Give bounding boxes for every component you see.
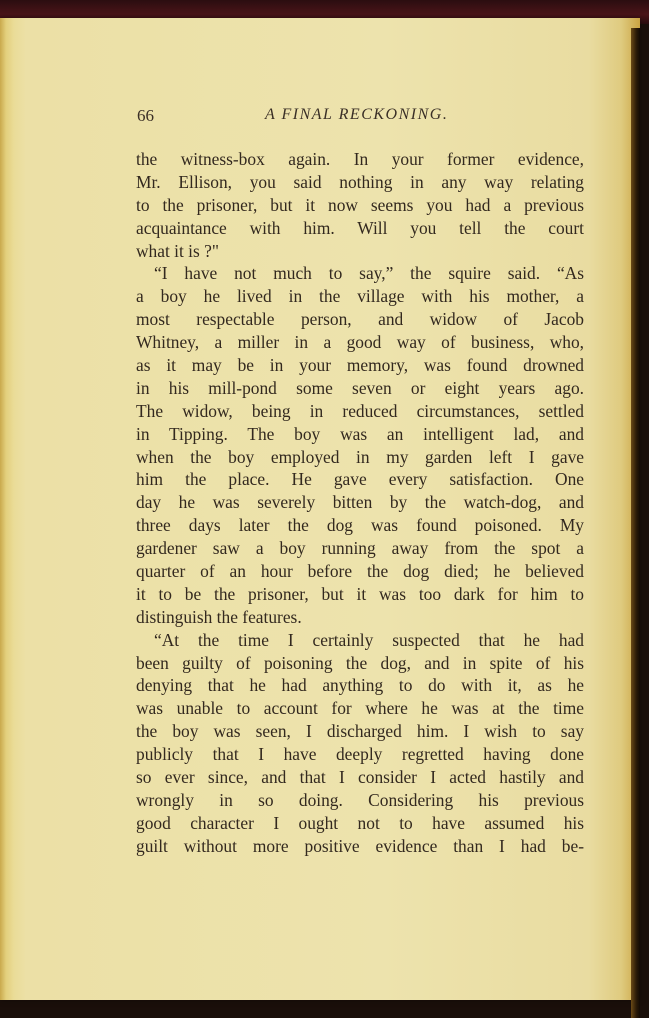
text-line: so ever since, and that I consider I acted hastily and <box>136 767 584 788</box>
text-line: gardener saw a boy running away from the spot a <box>136 538 584 559</box>
text-line: wrongly in so doing. Considering his previous <box>136 789 584 810</box>
text-line: a boy he lived in the village with his mother, a <box>136 286 584 307</box>
running-head <box>137 106 585 130</box>
text-line: as it may be in your memory, was found drowned <box>136 355 584 376</box>
text-line: the boy was seen, I discharged him. I wish to say <box>136 721 584 742</box>
text-line: day he was severely bitten by the watch-dog, and <box>136 492 584 513</box>
text-line: the witness-box again. In your former evidence, <box>136 149 584 169</box>
page-gutter-shadow <box>631 28 640 1018</box>
body-text <box>136 148 584 858</box>
text-line: it to be the prisoner, but it was too dark for him to <box>136 583 584 604</box>
text-line: been guilty of poisoning the dog, and in spite of his <box>136 652 584 673</box>
text-line: to the prisoner, but it now seems you had a previous <box>136 194 584 215</box>
text-line: quarter of an hour before the dog died; he believed <box>136 561 584 582</box>
text-line: “At the time I certainly suspected that he had <box>154 629 584 650</box>
text-line: publicly that I have deeply regretted having done <box>136 744 584 765</box>
text-line: distinguish the features. <box>136 606 302 627</box>
text-line: him the place. He gave every satisfaction. One <box>136 469 584 490</box>
text-line: what it is ?" <box>136 240 219 261</box>
text-line: good character I ought not to have assumed his <box>136 812 584 833</box>
text-line: in his mill-pond some seven or eight years ago. <box>136 377 584 398</box>
text-line: most respectable person, and widow of Jacob <box>136 309 584 330</box>
text-line: in Tipping. The boy was an intelligent lad, and <box>136 423 584 444</box>
text-line: The widow, being in reduced circumstances, settled <box>136 400 584 421</box>
text-line: three days later the dog was found poisoned. My <box>136 515 584 536</box>
text-line: “I have not much to say,” the squire said. “As <box>154 263 584 284</box>
page-number: 66 <box>137 106 154 125</box>
text-line: denying that he had anything to do with it, as he <box>136 675 584 696</box>
text-line: guilt without more positive evidence than I had be- <box>136 835 584 856</box>
text-line: was unable to account for where he was at the time <box>136 698 584 719</box>
text-line: acquaintance with him. Will you tell the court <box>136 217 584 238</box>
text-line: Mr. Ellison, you said nothing in any way relating <box>136 171 584 192</box>
text-line: Whitney, a miller in a good way of business, who, <box>136 332 584 353</box>
text-line: when the boy employed in my garden left I gave <box>136 446 584 467</box>
page-heading: A FINAL RECKONING. <box>265 106 449 123</box>
